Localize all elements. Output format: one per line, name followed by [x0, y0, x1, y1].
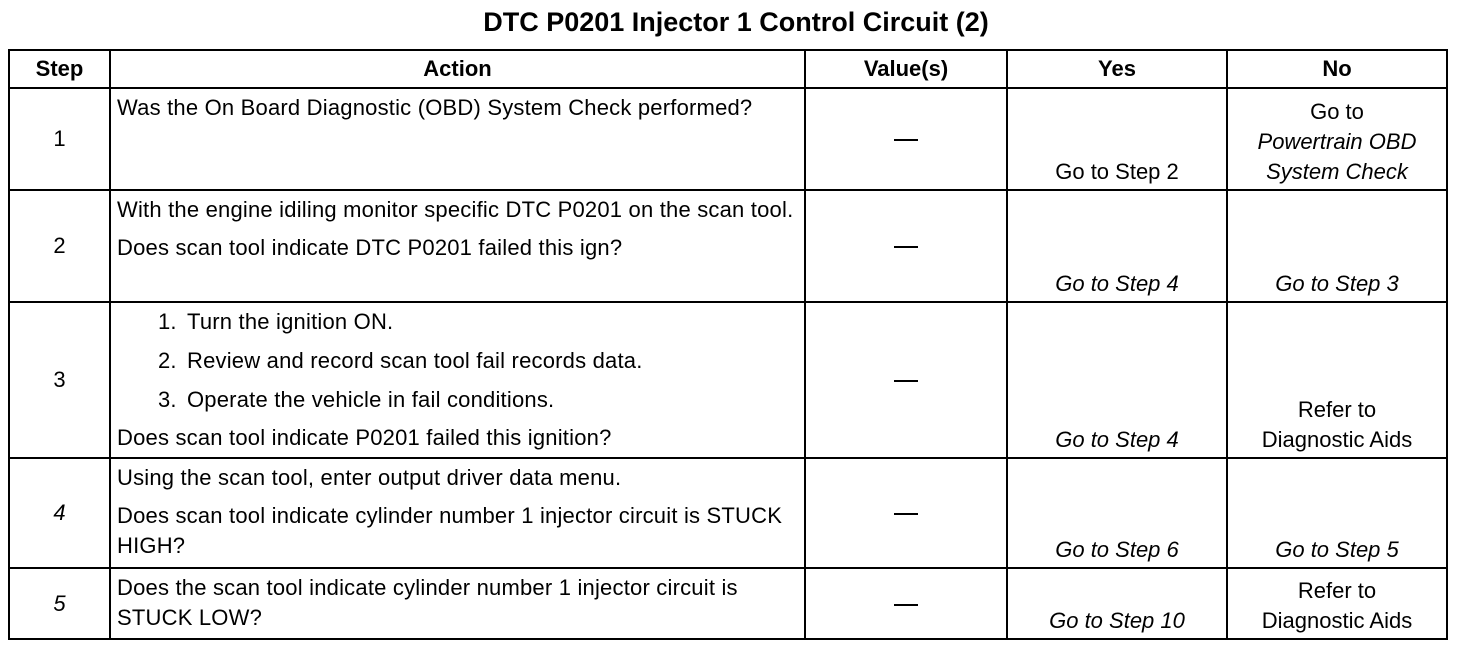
no-cell [1227, 302, 1447, 458]
step-number [9, 190, 110, 302]
step-number [9, 458, 110, 568]
action-cell [110, 302, 805, 458]
no-text: Go to Step 3 [1275, 271, 1399, 296]
no-text: Refer to [1297, 578, 1377, 603]
page-title: DTC P0201 Injector 1 Control Circuit (2) [483, 7, 989, 37]
action-cell [110, 458, 805, 568]
action-list-item: 2. Review and record scan tool fail records data. [183, 346, 798, 376]
table-header-row [9, 50, 1447, 88]
value-cell [805, 88, 1007, 190]
no-text: Powertrain OBD [1257, 129, 1417, 154]
step-number-text: 2 [53, 233, 66, 258]
no-cell [1227, 568, 1447, 639]
no-text: System Check [1266, 159, 1408, 184]
table-row [9, 568, 1447, 639]
step-number-text: 1 [53, 126, 66, 151]
step-number-text: 4 [53, 500, 66, 525]
step-number [9, 88, 110, 190]
action-question: Does scan tool indicate DTC P0201 failed this ign? [117, 235, 623, 260]
yes-cell [1007, 190, 1227, 302]
action-list-item: 1. Turn the ignition ON. [183, 307, 798, 337]
value-cell [805, 190, 1007, 302]
yes-cell [1007, 302, 1227, 458]
no-text: Refer to [1297, 397, 1377, 422]
no-cell [1227, 458, 1447, 568]
action-question: Does scan tool indicate cylinder number 1 injector circuit is STUCK HIGH? [117, 503, 783, 558]
diagnostic-table [8, 49, 1448, 640]
em-dash [894, 380, 918, 382]
step-number [9, 302, 110, 458]
value-cell [805, 302, 1007, 458]
value-cell [805, 568, 1007, 639]
action-cell [110, 190, 805, 302]
action-cell [110, 568, 805, 639]
no-cell [1227, 190, 1447, 302]
table-row [9, 458, 1447, 568]
column-header-yes: Yes [1007, 50, 1227, 88]
yes-cell [1007, 458, 1227, 568]
table-row [9, 190, 1447, 302]
no-text: Diagnostic Aids [1261, 427, 1413, 452]
yes-cell [1007, 568, 1227, 639]
em-dash [894, 604, 918, 606]
no-text: Diagnostic Aids [1261, 608, 1413, 633]
action-list-item: 3. Operate the vehicle in fail conditions. [183, 385, 798, 415]
column-header-values: Value(s) [805, 50, 1007, 88]
action-list [117, 307, 798, 415]
action-text: With the engine idiling monitor specific DTC P0201 on the scan tool. [117, 197, 794, 222]
em-dash [894, 139, 918, 141]
yes-text: Go to Step 10 [1049, 608, 1185, 633]
no-text: Go to Step 5 [1275, 537, 1399, 562]
action-text: Using the scan tool, enter output driver data menu. [117, 465, 622, 490]
column-header-action: Action [110, 50, 805, 88]
table-row [9, 88, 1447, 190]
yes-text: Go to Step 4 [1055, 427, 1179, 452]
step-number-text: 3 [53, 367, 66, 392]
yes-text: Go to Step 2 [1055, 159, 1179, 184]
step-number [9, 568, 110, 639]
yes-text: Go to Step 4 [1055, 271, 1179, 296]
column-header-no: No [1227, 50, 1447, 88]
no-cell [1227, 88, 1447, 190]
column-header-step: Step [9, 50, 110, 88]
no-text: Go to [1310, 99, 1364, 124]
em-dash [894, 513, 918, 515]
action-text: Was the On Board Diagnostic (OBD) System Check performed? [117, 95, 753, 120]
action-cell [110, 88, 805, 190]
action-question: Does scan tool indicate P0201 failed this ignition? [117, 425, 612, 450]
yes-text: Go to Step 6 [1055, 537, 1179, 562]
value-cell [805, 458, 1007, 568]
table-row [9, 302, 1447, 458]
step-number-text: 5 [53, 590, 66, 616]
yes-cell [1007, 88, 1227, 190]
action-question: Does the scan tool indicate cylinder number 1 injector circuit is STUCK LOW? [117, 575, 738, 630]
em-dash [894, 246, 918, 248]
